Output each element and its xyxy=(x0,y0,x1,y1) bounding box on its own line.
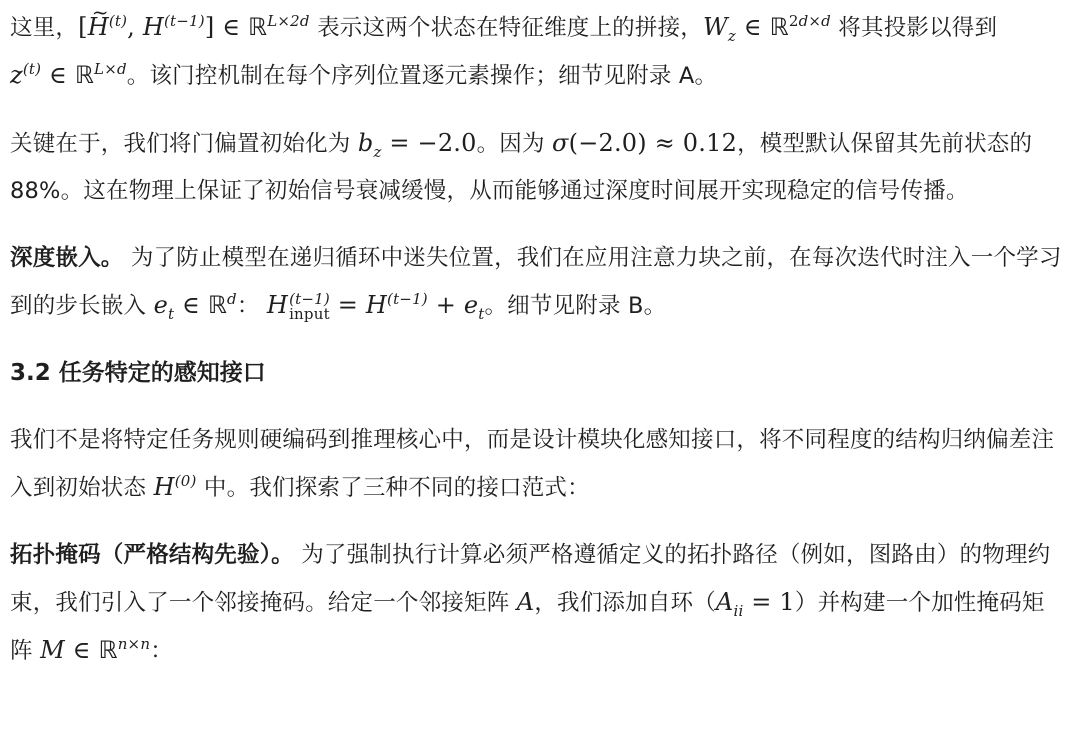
math-input-update: H (t−1) input = $H^{(t-1)} + e_t$ xyxy=(266,289,485,323)
text-segment: 这里， xyxy=(10,15,79,41)
paragraph-lead: 深度嵌入。 xyxy=(10,245,124,271)
text-segment: ，我们添加自环（ xyxy=(534,590,716,616)
math-gate-output: $z^{(t)}$ ∈ ℝ$^{L\times d}$ xyxy=(10,60,127,89)
text-segment: 。细节见附录 B。 xyxy=(484,293,667,319)
paragraph-gate-projection xyxy=(10,4,1066,100)
paragraph-depth-embedding xyxy=(10,235,1066,330)
text-segment: ： xyxy=(150,638,173,664)
text-segment: 。该门控机制在每个序列位置逐元素操作；细节见附录 A。 xyxy=(126,63,718,89)
math-adjacency-matrix: A xyxy=(516,588,535,616)
text-segment: ： xyxy=(236,293,267,319)
math-weight-matrix: $W_z$ ∈ ℝ$^{2d\times d}$ xyxy=(702,12,831,45)
text-segment: 关键在于，我们将门偏置初始化为 xyxy=(10,131,358,157)
text-segment: 为了防止模型在递归循环中迷失位置，我们在应用注意力块之前，在每次迭代时注入一个学习到的步长嵌入 xyxy=(10,245,1062,319)
text-segment: 为了强制执行计算必须严格遵循定义的拓扑路径（例如，图路由）的物理约束，我们引入了一个邻接掩码。给定一个邻接矩阵 xyxy=(10,542,1051,616)
math-bias-init: $b_z = -2.0$ xyxy=(357,129,477,161)
math-text-carrier xyxy=(0,0,1,1)
math-plain xyxy=(0,0,1,1)
section-heading: 3.2 任务特定的感知接口 xyxy=(10,360,266,386)
paragraph-topology-mask xyxy=(10,532,1066,675)
text-segment: ，模型默认保留其先前状态的 88%。这在物理上保证了初始信号衰减缓慢，从而能够通过深度时间展开实现稳定的信号传播。 xyxy=(10,131,1033,204)
text-segment: 。因为 xyxy=(476,131,553,157)
math-initial-state: $H^{(0)}$ xyxy=(153,472,197,501)
math-self-loop: $A_{ii} = 1$ xyxy=(715,588,795,620)
math-concat-state: [~ $H^{(t)}$, $H^{(t-1)}$] ∈ ℝ$^{L\times 2d}$ xyxy=(78,13,310,41)
math-step-embedding: $e_t$ ∈ ℝ$^d$ xyxy=(153,290,237,323)
paragraph-perception-interface xyxy=(10,417,1066,512)
paragraph-gate-bias xyxy=(10,120,1066,215)
text-segment: 我们不是将特定任务规则硬编码到推理核心中，而是设计模块化感知接口，将不同程度的结构归纳偏差注入到初始状态 xyxy=(10,427,1055,501)
text-segment: ）并构建一个加性掩码矩阵 xyxy=(10,590,1045,664)
math-sigmoid-value: σ(−2.0) ≈ 0.12 xyxy=(552,129,738,157)
math-mask-matrix: M ∈ ℝ$^{n\times n}$ xyxy=(40,635,151,664)
paragraph-lead: 拓扑掩码（严格结构先验）。 xyxy=(10,542,294,568)
text-segment: 将其投影以得到 xyxy=(830,15,998,41)
text-segment: 中。我们探索了三种不同的接口范式： xyxy=(196,475,590,501)
text-segment: 表示这两个状态在特征维度上的拼接， xyxy=(309,15,703,41)
